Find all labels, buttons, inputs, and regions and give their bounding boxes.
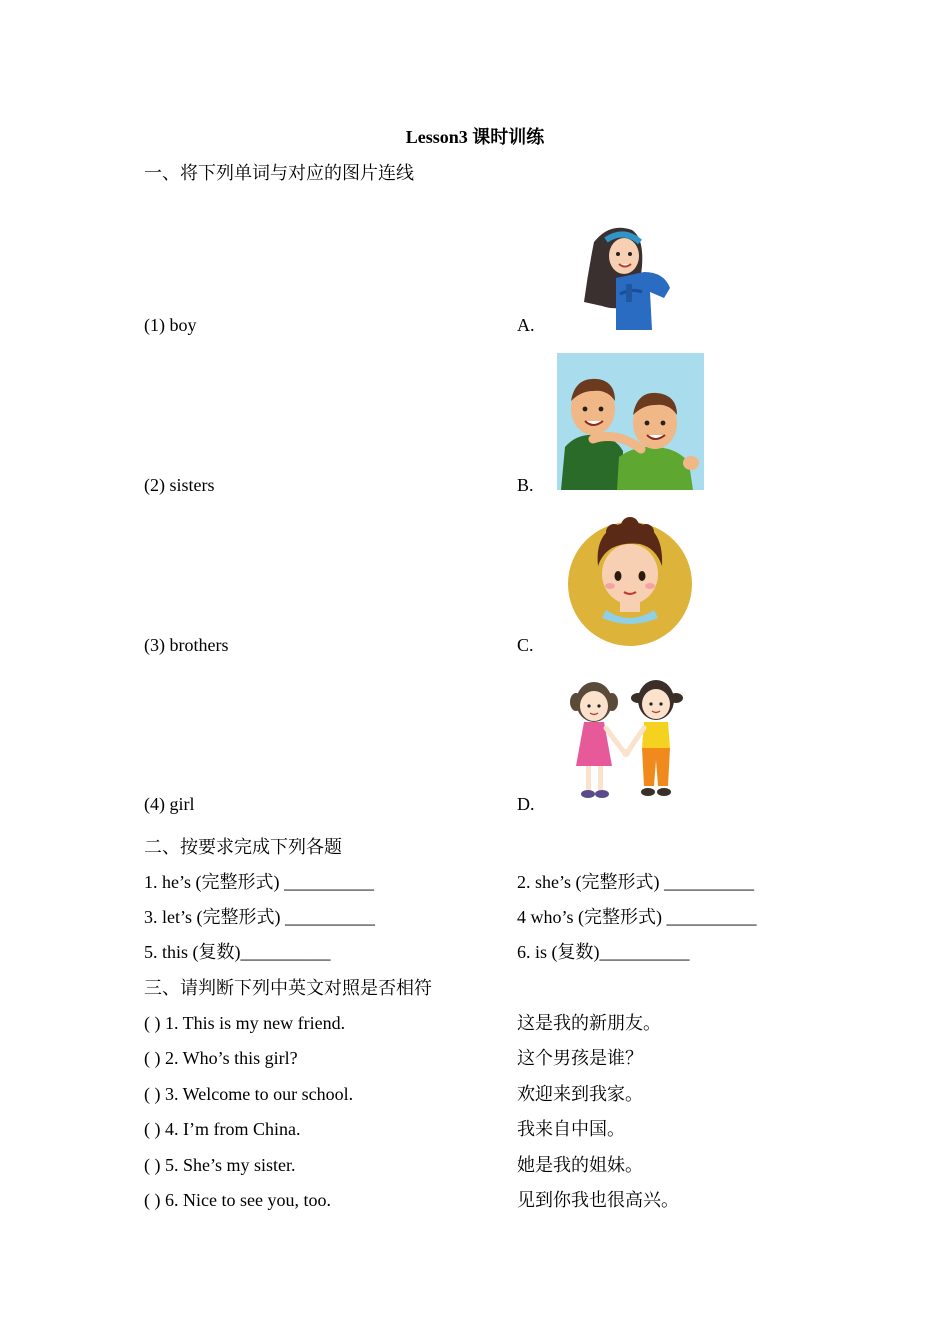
word-4: (4) girl [144,794,195,814]
fill-item-2: 2. she’s (完整形式) __________ [517,872,754,892]
girl-with-long-hair-illustration [580,222,676,330]
judge-item-6-chinese: 见到你我也很高兴。 [517,1190,679,1210]
boy-face-in-yellow-circle-illustration [566,514,694,650]
page-title: Lesson3 课时训练 [405,127,545,147]
judge-item-5-english: ( ) 5. She’s my sister. [144,1155,296,1175]
judge-item-5-chinese: 她是我的姐妹。 [517,1155,643,1175]
judge-item-2-chinese: 这个男孩是谁？ [517,1048,643,1068]
section3-heading: 三、请判断下列中英文对照是否相符 [144,978,432,998]
judge-item-3-chinese: 欢迎来到我家。 [517,1084,643,1104]
fill-item-6: 6. is (复数)__________ [517,942,690,962]
judge-item-1-chinese: 这是我的新朋友。 [517,1013,661,1033]
word-1: (1) boy [144,315,197,335]
judge-item-3-english: ( ) 3. Welcome to our school. [144,1084,354,1104]
word-2: (2) sisters [144,475,215,495]
two-girls-holding-hands-illustration [568,676,694,808]
fill-item-5: 5. this (复数)__________ [144,942,331,962]
picture-label-d: D. [517,794,535,814]
picture-label-a: A. [517,315,535,335]
section1-heading: 一、将下列单词与对应的图片连线 [144,163,414,183]
picture-label-c: C. [517,635,534,655]
judge-item-6-english: ( ) 6. Nice to see you, too. [144,1190,331,1210]
judge-item-4-english: ( ) 4. I’m from China. [144,1119,301,1139]
picture-label-b: B. [517,475,534,495]
fill-item-4: 4 who’s (完整形式) __________ [517,907,757,927]
fill-item-3: 3. let’s (完整形式) __________ [144,907,375,927]
judge-item-2-english: ( ) 2. Who’s this girl? [144,1048,298,1068]
judge-item-1-english: ( ) 1. This is my new friend. [144,1013,346,1033]
word-3: (3) brothers [144,635,229,655]
two-boys-arm-in-arm-illustration [557,353,704,490]
fill-item-1: 1. he’s (完整形式) __________ [144,872,374,892]
judge-item-4-chinese: 我来自中国。 [517,1119,625,1139]
section2-heading: 二、按要求完成下列各题 [144,837,342,857]
